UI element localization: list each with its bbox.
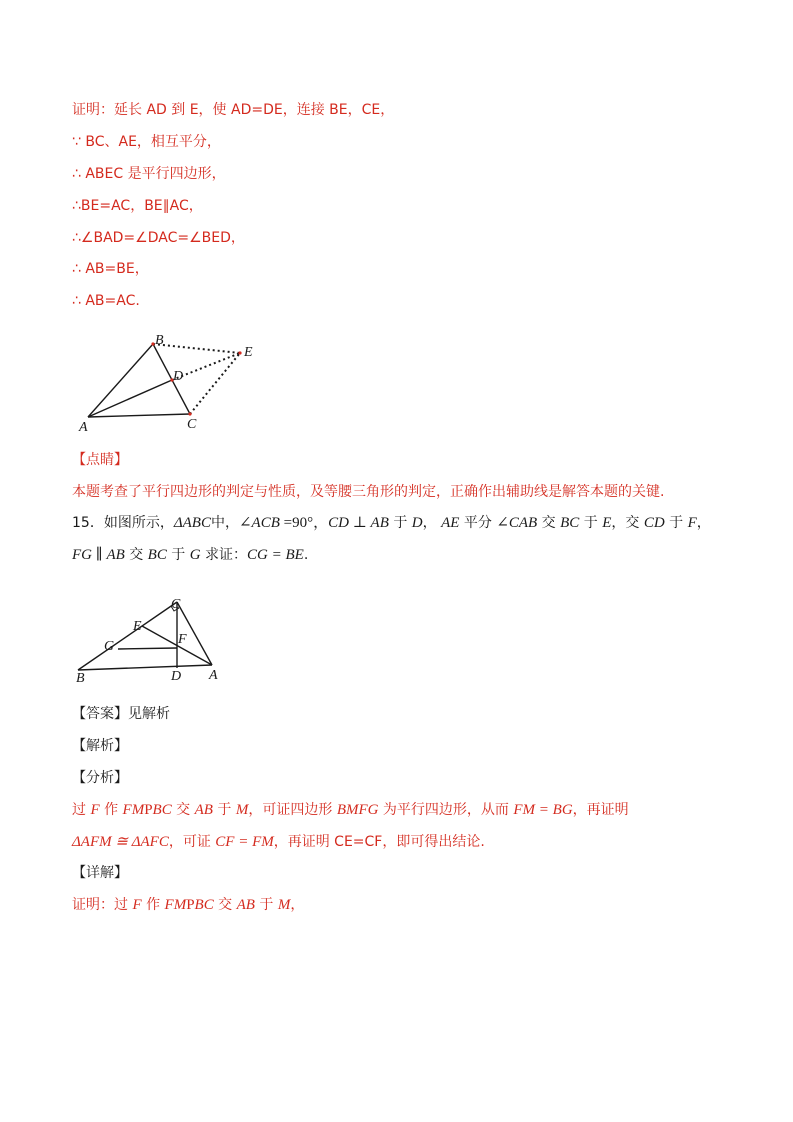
text: 过 (72, 802, 91, 818)
math-bc: BC (560, 515, 580, 531)
label-g: G (104, 639, 115, 654)
math-p: P (144, 802, 153, 818)
math-f: F (90, 802, 100, 818)
math-m: M (235, 802, 249, 818)
text: 交 (537, 515, 561, 531)
math-m: M (277, 897, 291, 913)
math-p: P (186, 897, 195, 913)
math-bc: BC (152, 802, 172, 818)
dianjing-text: 本题考查了平行四边形的判定与性质，及等腰三角形的判定，正确作出辅助线是解答本题的关键. (72, 484, 665, 500)
text: 如图所示， (103, 515, 174, 531)
text: 为平行四边形，从而 (378, 802, 514, 818)
proof-line-6: ∴ AB=BE， (72, 261, 149, 277)
math-fm-eq-bg: FM = BG (513, 802, 573, 818)
segment-ad (88, 380, 172, 417)
text: 交 (171, 802, 195, 818)
label-c: C (187, 417, 197, 432)
segment-bc (78, 602, 177, 670)
label-d: D (171, 669, 182, 684)
text: 于 (579, 515, 603, 531)
segment-ac (88, 414, 190, 417)
math-ab: AB (370, 515, 389, 531)
math-fg: FG (72, 547, 92, 563)
label-a: A (79, 420, 88, 435)
text: 于 (166, 547, 190, 563)
text: ，可证 (168, 834, 216, 850)
math-ae: AE (441, 515, 460, 531)
label-f: F (178, 632, 187, 647)
math-angle-cab: ∠CAB (496, 515, 538, 531)
label-d: D (173, 369, 184, 384)
math-ab: AB (194, 802, 213, 818)
parallelogram-figure (70, 330, 270, 440)
text: 证明：过 (72, 897, 133, 913)
text: 中， (210, 515, 239, 531)
label-c: C (171, 597, 181, 612)
problem-15-line-1 (72, 514, 711, 532)
problem-15-line-2 (72, 546, 308, 564)
text: 作 (99, 802, 123, 818)
proof-line-4: ∴BE=AC，BE∥AC， (72, 198, 203, 214)
right-triangle-figure (70, 592, 240, 688)
text: ，再证明 CE=CF，即可得出结论. (273, 834, 485, 850)
text: 求证： (200, 547, 248, 563)
text: 平分 (459, 515, 497, 531)
math-angle-acb: ∠ACB (238, 515, 280, 531)
proof-line-7: ∴ AB=AC. (72, 293, 140, 309)
math-fm: FM (164, 897, 187, 913)
math-f: F (687, 515, 697, 531)
proof-line-1: 证明：延长 AD 到 E，使 AD=DE，连接 BE，CE， (72, 102, 395, 118)
label-b: B (155, 333, 164, 348)
math-triangle-abc: ΔABC (173, 515, 211, 531)
math-ab: AB (236, 897, 255, 913)
math-bmfg: BMFG (336, 802, 379, 818)
math-g: G (189, 547, 201, 563)
answer-header: 【答案】 (72, 706, 128, 722)
segment-ab (78, 665, 212, 670)
text: 于 (212, 802, 236, 818)
label-e: E (244, 345, 253, 360)
label-a: A (209, 668, 218, 683)
math-fm: FM (122, 802, 145, 818)
dianjing-header: 【点睛】 (72, 452, 128, 468)
answer-line (72, 705, 170, 723)
segment-be-dotted (153, 344, 240, 353)
text: . (303, 547, 309, 563)
text: ，可证四边形 (248, 802, 337, 818)
problem-number: 15． (72, 515, 104, 531)
math-cf-eq-fm: CF = FM (215, 834, 274, 850)
math-bc: BC (194, 897, 214, 913)
math-cg-eq-be: CG = BE (247, 547, 304, 563)
text: ，交 (611, 515, 644, 531)
proof-line-2: ∵ BC、AE，相互平分， (72, 134, 221, 150)
jiexi-header: 【解析】 (72, 738, 128, 754)
text: ⊥ (348, 515, 371, 531)
math-f: F (132, 897, 142, 913)
math-d: D (411, 515, 423, 531)
text: ， (696, 515, 711, 531)
text: 于 (254, 897, 278, 913)
label-e: E (133, 619, 142, 634)
text: 于 (664, 515, 688, 531)
text: ∥ (92, 547, 107, 563)
text: 于 (388, 515, 412, 531)
text: ， (422, 515, 442, 531)
answer-text: 见解析 (128, 706, 170, 722)
text: ， (290, 897, 305, 913)
math-cd: CD (643, 515, 665, 531)
label-b: B (76, 671, 85, 686)
xiangjie-header: 【详解】 (72, 865, 128, 881)
text: 交 (213, 897, 237, 913)
text: 作 (141, 897, 165, 913)
math-bc: BC (147, 547, 167, 563)
point-c (188, 412, 191, 415)
math-e: E (602, 515, 612, 531)
fenxi-line-1 (72, 801, 629, 819)
math-ab: AB (106, 547, 125, 563)
text: 交 (124, 547, 148, 563)
xiangjie-line-1 (72, 896, 304, 914)
segment-ab (88, 344, 153, 417)
math-congruence: ΔAFM ≅ ΔAFC (72, 834, 169, 850)
text: =90°， (279, 515, 329, 531)
segment-gf (118, 648, 177, 649)
text: ，再证明 (572, 802, 629, 818)
proof-line-5: ∴∠BAD=∠DAC=∠BED， (72, 230, 245, 246)
fenxi-line-2 (72, 833, 485, 851)
math-cd: CD (328, 515, 349, 531)
fenxi-header: 【分析】 (72, 770, 128, 786)
proof-line-3: ∴ ABEC 是平行四边形， (72, 166, 226, 182)
point-e (238, 351, 241, 354)
